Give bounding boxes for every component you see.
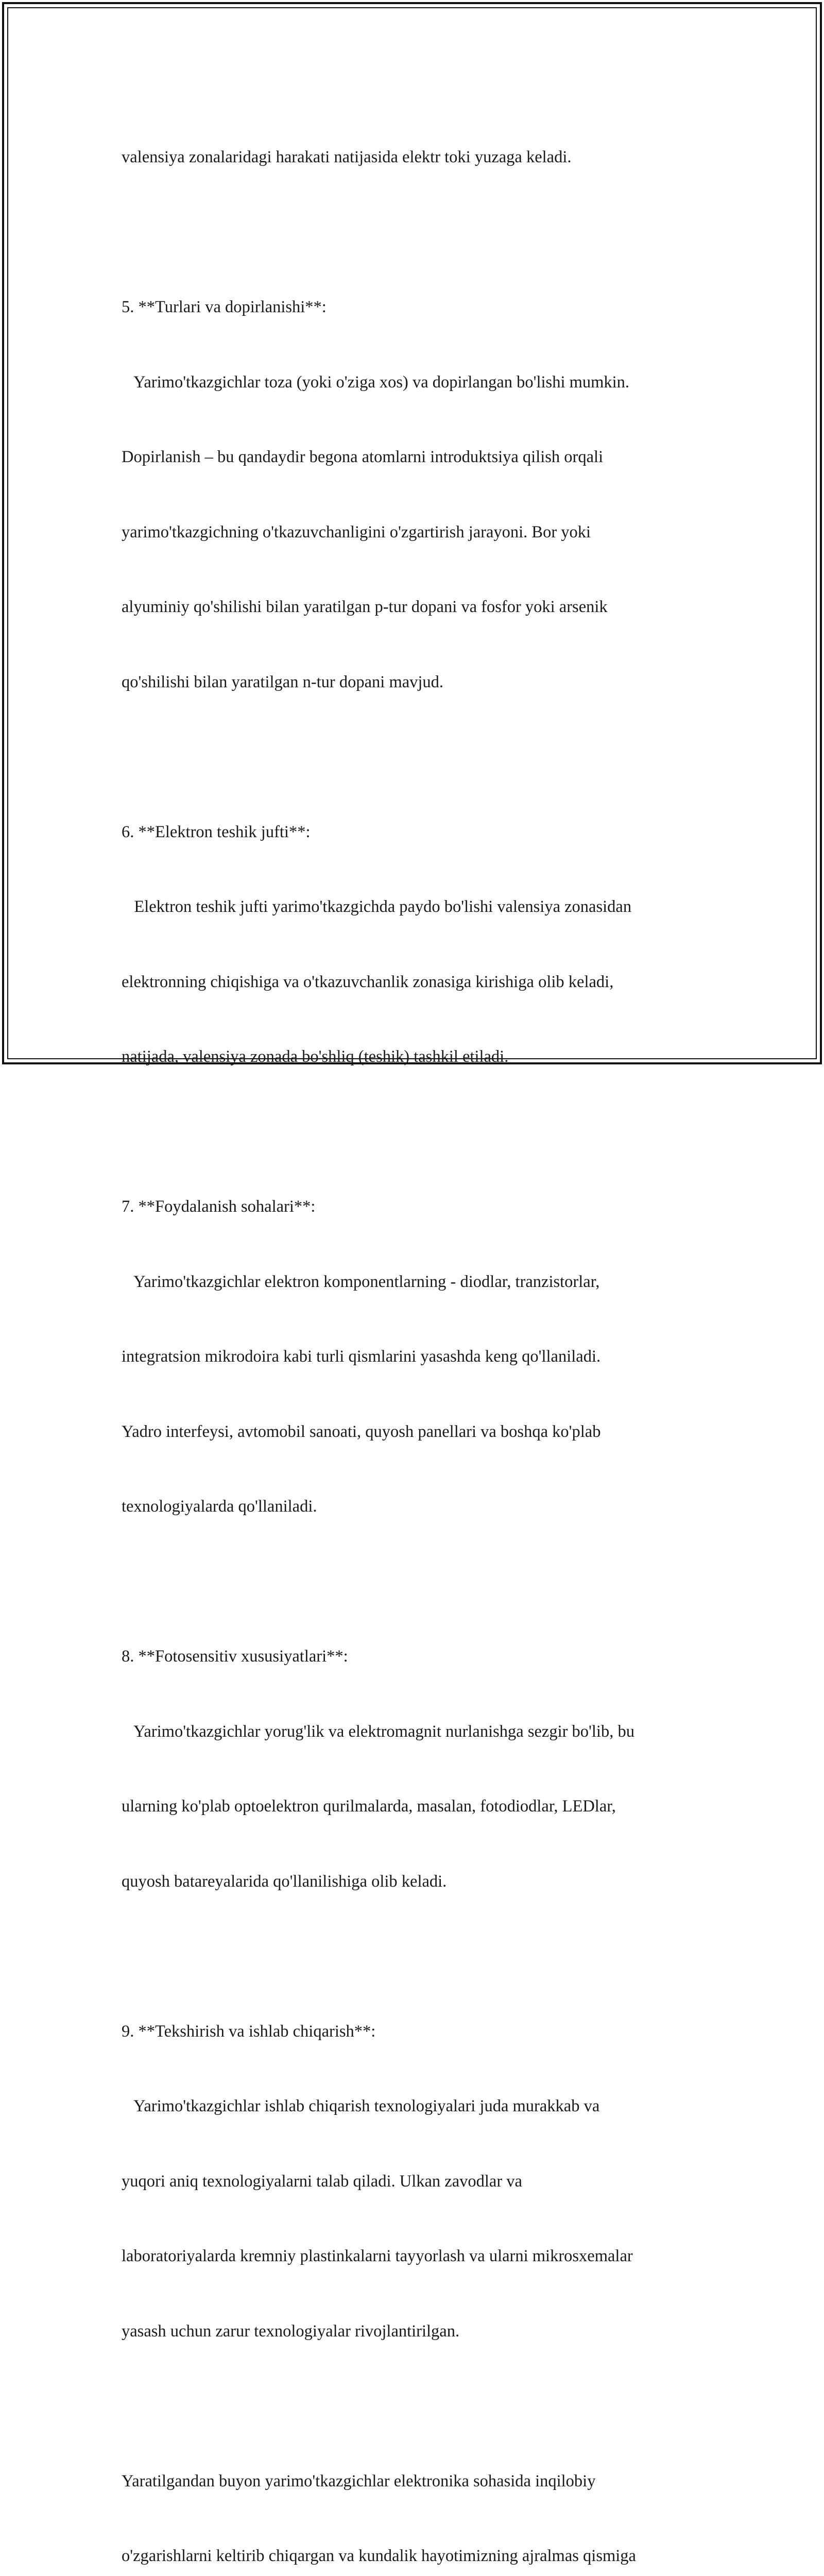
section-6-electron-hole-pair <box>122 770 714 1120</box>
text-line: o'zgarishlarni keltirib chiqargan va kundalik hayotimizning ajralmas qismiga <box>122 2544 714 2569</box>
text-line: elektronning chiqishiga va o'tkazuvchanlik zonasiga kirishiga olib keladi, <box>122 970 714 995</box>
text-line: integratsion mikrodoira kabi turli qismlarini yasashda keng qo'llaniladi. <box>122 1344 714 1369</box>
text-line: texnologiyalarda qo'llaniladi. <box>122 1494 714 1519</box>
text-line: ularning ko'plab optoelektron qurilmalarda, masalan, fotodiodlar, LEDlar, <box>122 1794 714 1819</box>
text-line: Yarimo'tkazgichlar elektron komponentlarning - diodlar, tranzistorlar, <box>122 1269 714 1295</box>
text-line: yasash uchun zarur texnologiyalar rivojlantirilgan. <box>122 2319 714 2344</box>
section-8-photosensitive-properties <box>122 1594 714 1944</box>
text-line: natijada, valensiya zonada bo'shliq (teshik) tashkil etiladi. <box>122 1044 714 1070</box>
text-line: yarimo'tkazgichning o'tkazuvchanligini o'zgartirish jarayoni. Bor yoki <box>122 520 714 545</box>
text-line: laboratoriyalarda kremniy plastinkalarni tayyorlash va ularni mikrosxemalar <box>122 2244 714 2269</box>
section-9-testing-and-production <box>122 1969 714 2394</box>
paragraph-conclusion <box>122 2419 714 2576</box>
text-line: Yarimo'tkazgichlar yorug'lik va elektromagnit nurlanishga sezgir bo'lib, bu <box>122 1719 714 1744</box>
text-line: alyuminiy qo'shilishi bilan yaratilgan p-tur dopani va fosfor yoki arsenik <box>122 595 714 620</box>
section-heading: 7. **Foydalanish sohalari**: <box>122 1194 714 1219</box>
text-line: Elektron teshik jufti yarimo'tkazgichda paydo bo'lishi valensiya zonasidan <box>122 894 714 920</box>
text-line: Yarimo'tkazgichlar toza (yoki o'ziga xos) va dopirlangan bo'lishi mumkin. <box>122 370 714 395</box>
section-heading: 9. **Tekshirish va ishlab chiqarish**: <box>122 2019 714 2044</box>
text-line: Yarimo'tkazgichlar ishlab chiqarish texnologiyalari juda murakkab va <box>122 2094 714 2119</box>
section-heading: 5. **Turlari va dopirlanishi**: <box>122 295 714 320</box>
section-heading: 8. **Fotosensitiv xususiyatlari**: <box>122 1644 714 1669</box>
text-line: qo'shilishi bilan yaratilgan n-tur dopani mavjud. <box>122 670 714 695</box>
section-heading: 6. **Elektron teshik jufti**: <box>122 820 714 845</box>
paragraph-intro-continuation <box>122 95 714 220</box>
section-7-application-areas <box>122 1144 714 1569</box>
text-line: Dopirlanish – bu qandaydir begona atomlarni introduktsiya qilish orqali <box>122 445 714 470</box>
document-body <box>122 95 714 2576</box>
text-line: Yaratilgandan buyon yarimo'tkazgichlar elektronika sohasida inqilobiy <box>122 2469 714 2494</box>
text-line: yuqori aniq texnologiyalarni talab qiladi. Ulkan zavodlar va <box>122 2169 714 2194</box>
section-5-types-and-doping <box>122 245 714 744</box>
text-line: valensiya zonalaridagi harakati natijasida elektr toki yuzaga keladi. <box>122 145 714 170</box>
text-line: quyosh batareyalarida qo'llanilishiga olib keladi. <box>122 1869 714 1894</box>
text-line: Yadro interfeysi, avtomobil sanoati, quyosh panellari va boshqa ko'plab <box>122 1419 714 1445</box>
